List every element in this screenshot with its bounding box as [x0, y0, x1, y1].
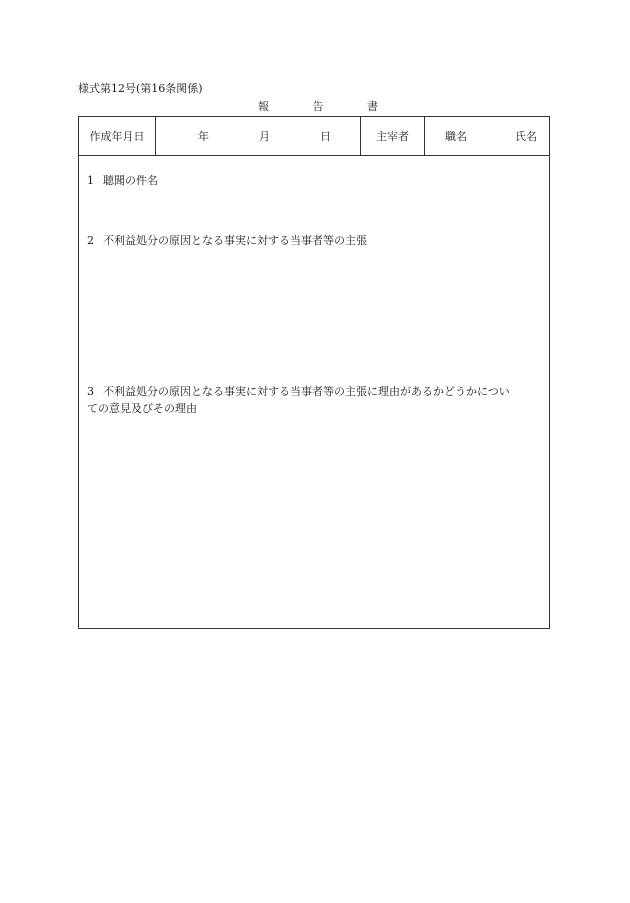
host-field[interactable]: [425, 117, 549, 155]
title-char-2: 告: [312, 100, 324, 113]
position-label: 職名: [445, 130, 467, 143]
name-label: 氏名: [515, 130, 537, 143]
item-party-claims: [87, 232, 543, 249]
creation-date-label: 作成年月日: [79, 117, 156, 155]
item-number: 1: [87, 174, 94, 187]
item-number: 3: [87, 385, 94, 398]
creation-date-field[interactable]: [156, 117, 361, 155]
report-form-frame: [78, 116, 550, 629]
header-row: [79, 117, 549, 156]
item-text: 不利益処分の原因となる事実に対する当事者等の主張に理由があるかどうかについ: [103, 385, 510, 398]
title-char-1: 報: [258, 100, 269, 113]
item-opinion-and-reason: [87, 383, 543, 417]
document-title: [258, 98, 378, 114]
item-text: 聴聞の件名: [103, 174, 158, 187]
item-text: 不利益処分の原因となる事実に対する当事者等の主張: [103, 234, 367, 247]
item-hearing-subject: [87, 172, 543, 189]
day-unit: 日: [320, 130, 331, 143]
year-unit: 年: [198, 130, 209, 143]
host-label: 主宰者: [361, 117, 425, 155]
form-number: 様式第12号(第16条関係): [78, 82, 203, 95]
item-number: 2: [87, 234, 94, 247]
title-char-3: 書: [367, 100, 378, 113]
month-unit: 月: [259, 130, 270, 143]
item-text-continuation: ての意見及びその理由: [87, 402, 197, 415]
